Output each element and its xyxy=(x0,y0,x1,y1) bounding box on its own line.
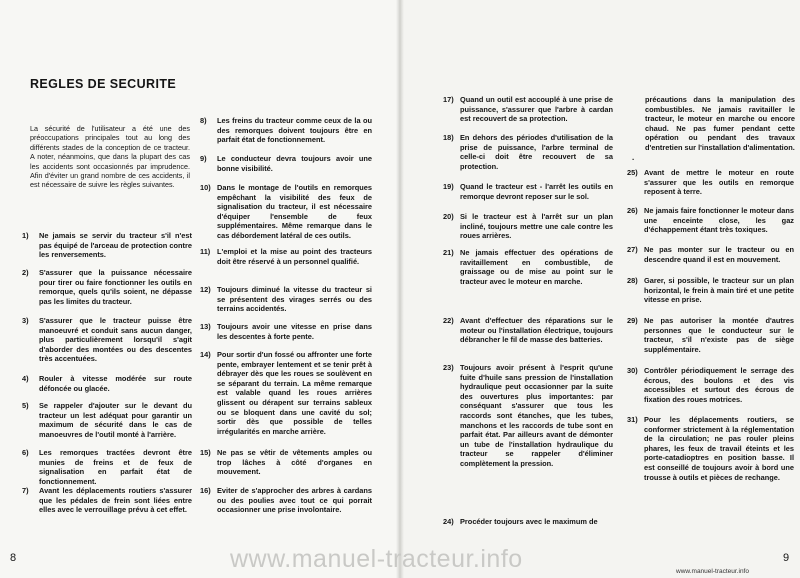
rule-14: 14) Pour sortir d'un fossé ou affronter une forte pente, embrayer lentement et se tenir prêt à débrayer dès que les roues se soulèvent en se séparant du terrain. La même remarque est valable quand les roues arrières glissent ou dérapent sur terrains sableux ou se bloquent dans une cavité du sol; sortir dès que possible de telles irrégularités en marche arrière. xyxy=(200,350,372,436)
rule-22: 22) Avant d'effectuer des réparations sur le moteur ou l'installation électrique, toujours débrancher le fil de masse des batteries. xyxy=(443,316,613,345)
watermark: www.manuel-tracteur.info xyxy=(230,545,523,573)
rule-16: 16) Eviter de s'approcher des arbres à cardans ou des poulies avec tout ce qui porrait occasionner une prise involontaire. xyxy=(200,486,372,515)
rule-23: 23) Toujours avoir présent à l'esprit qu'une fuite d'huile sans pression de l'installation hydraulique peut occasionner par la suite des ouvertures plus importantes: par conséquant s'assurer que tous les raccords sont étanches, que les tubes, manchons et les raccords de tube sont en parfait état. Par ailleurs avant de démonter un tube de l'installation hydraulique du tracteur se rappeler d'éliminer complètement la pression. xyxy=(443,363,613,468)
rule-29: 29) Ne pas autoriser la montée d'autres personnes que le conducteur sur le tracteur, s'il n'existe pas de siège supplémentaire. xyxy=(627,316,794,354)
rule-7: 7) Avant les déplacements routiers s'assurer que les pédales de frein sont liées entre elles avec le verrouillage prévu à cet effet. xyxy=(22,486,192,515)
intro-paragraph: La sécurité de l'utilisateur a été une des préoccupations principales tout au long des différents stades de la conception de ce tracteur. A noter, néanmoins, que dans la plupart des cas les accidents sont occasionnés par imprudence. Afin d'éviter un grand nombre de ces accidents, il est nécessaire de suivre les règles suivantes. xyxy=(30,124,190,190)
rule-26: 26) Ne jamais faire fonctionner le moteur dans une enceinte close, les gaz d'échappement étant très toxiques. xyxy=(627,206,794,235)
rule-21: 21) Ne jamais effectuer des opérations de ravitaillement en combustible, de graissage ou de mise au point sur le tracteur avec le moteur en marche. xyxy=(443,248,613,286)
rule-3: 3) S'assurer que le tracteur puisse être manoeuvré et conduit sans aucun danger, plus particulièrement lorsqu'il s'agit d'aborder des montées ou des descentes très accentuées. xyxy=(22,316,192,364)
rule-4: 4) Rouler à vitesse modérée sur route défoncée ou glacée. xyxy=(22,374,192,393)
rule-20: 20) Si le tracteur est à l'arrêt sur un plan incliné, toujours mettre une cale contre les roues arrières. xyxy=(443,212,613,241)
rule-30: 30) Contrôler périodiquement le serrage des écrous, des boulons et des vis accessibles et surtout des écrous de fixation des roues motrices. xyxy=(627,366,794,404)
footer-url: www.manuel-tracteur.info xyxy=(676,568,749,575)
rule-24: 24) Procéder toujours avec le maximum de xyxy=(443,517,598,526)
page-number-left: 8 xyxy=(10,552,17,564)
rule-13: 13) Toujours avoir une vitesse en prise dans les descentes à forte pente. xyxy=(200,322,372,341)
rule-6: 6) Les remorques tractées devront être munies de freins et de feux de signalisation en parfait état de fonctionnement. xyxy=(22,448,192,486)
bullet-dot: . xyxy=(632,153,635,162)
rule-5: 5) Se rappeler d'ajouter sur le devant du tracteur un lest adéquat pour garantir un maximum de sécurité dans le cas de manoeuvres de l'outil monté à l'arrière. xyxy=(22,401,192,439)
rule-19: 19) Quand le tracteur est - l'arrêt les outils en remorque devront reposer sur le sol. xyxy=(443,182,613,201)
rule-27: 27) Ne pas monter sur le tracteur ou en descendre quand il est en mouvement. xyxy=(627,245,794,264)
page-title: REGLES DE SECURITE xyxy=(30,77,177,91)
rule-11: 11) L'emploi et la mise au point des tracteurs doit être réservé à un personnel qualifié. xyxy=(200,247,372,266)
rule-8: 8) Les freins du tracteur comme ceux de la ou des remorques doivent toujours être en parfait état de fonctionnement. xyxy=(200,116,372,145)
rule-10: 10) Dans le montage de l'outils en remorques empêchant la visibilité des feux de signalisation du tracteur, il est nécessaire d'équiper l'ensemble de feux supplémentaires. Même remarque dans le cas débordement latéral de ces outils. xyxy=(200,183,372,240)
rule-25: 25) Avant de mettre le moteur en route s'assurer que les outils en remorque reposent à terre. xyxy=(627,168,794,197)
rule-17: 17) Quand un outil est accouplé à une prise de puissance, s'assurer que l'arbre à cardan est recouvert de sa protection. xyxy=(443,95,613,124)
book-spine xyxy=(396,0,404,578)
rule-15: 15) Ne pas se vêtir de vêtements amples ou trop lâches à côté d'organes en mouvement. xyxy=(200,448,372,477)
rule-28: 28) Garer, si possible, le tracteur sur un plan horizontal, le frein à main tiré et une petite vitesse en prise. xyxy=(627,276,794,305)
page-number-right: 9 xyxy=(783,552,790,564)
rule-12: 12) Toujours diminué la vitesse du tracteur si se présentent des virages serrés ou des terrains accidentés. xyxy=(200,285,372,314)
rule-18: 18) En dehors des périodes d'utilisation de la prise de puissance, l'arbre terminal de celle-ci doit être recouvert de sa protection. xyxy=(443,133,613,171)
rule-24-continuation: précautions dans la manipulation des combustibles. Ne jamais ravitailler le tracteur, le moteur en marche ou encore chaud. Ne pas fumer pendant cette opération ou pendant des travaux d'entretien sur l'installation d'alimentation. xyxy=(645,95,795,152)
rule-9: 9) Le conducteur devra toujours avoir une bonne visibilité. xyxy=(200,154,372,173)
rule-31: 31) Pour les déplacements routiers, se conformer strictement à la réglementation de la circulation; ne pas rouler pleins phares, les feux de travail éteints et les porte-catadioptres en position basse. Il est conseillé de toujours avoir à bord une trousse à outils et pièces de rechange. xyxy=(627,415,794,482)
rule-1: 1) Ne jamais se servir du tracteur s'il n'est pas équipé de l'arceau de protection contre les renversements. xyxy=(22,231,192,260)
rule-2: 2) S'assurer que la puissance nécessaire pour tirer ou faire fonctionner les outils en remorque, quels qu'ils soient, ne dépasse pas les limites du tracteur. xyxy=(22,268,192,306)
